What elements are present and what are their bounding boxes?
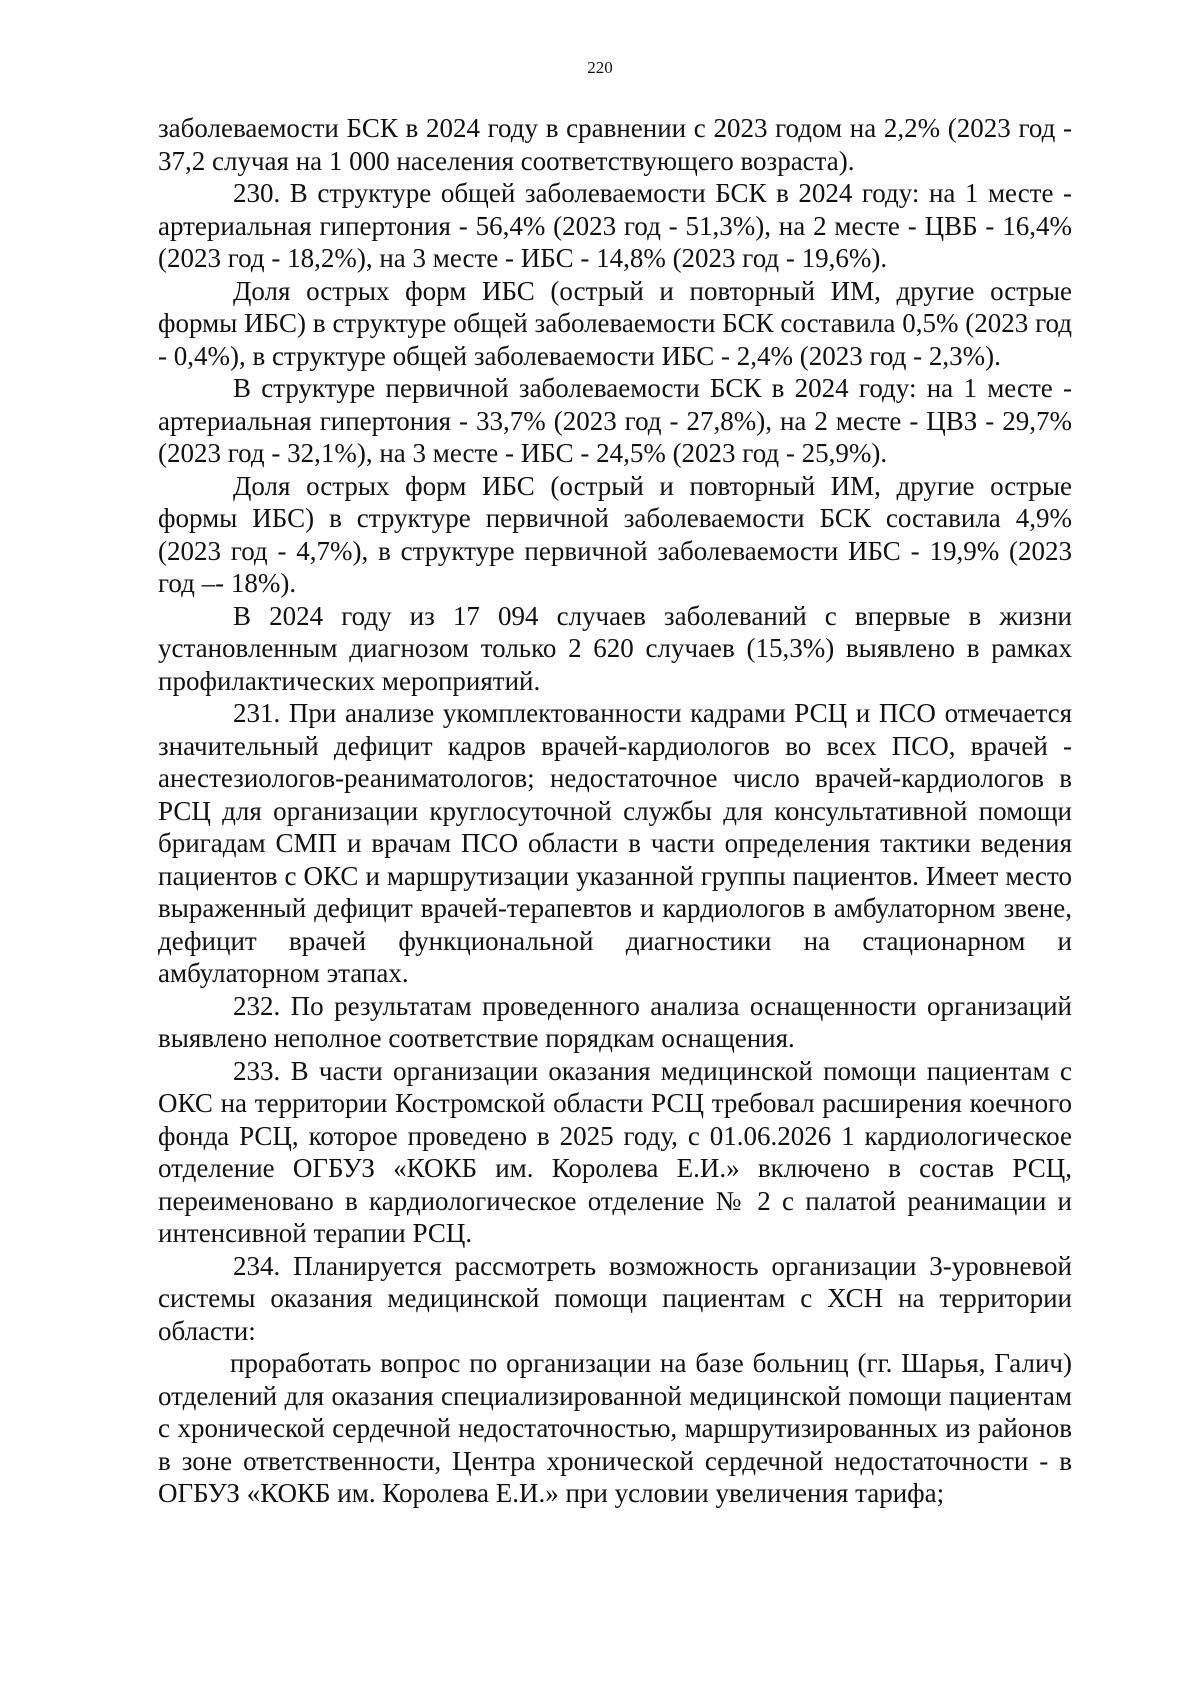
paragraph-234-item: проработать вопрос по организации на базе больниц (гг. Шарья, Галич) отделений для оказания специализированной медицинской помощи пациентам с хронической сердечной недостаточностью, маршрутизированных из районов в зоне ответственности, Центра хронической сердечной недостаточности - в ОГБУЗ «КОКБ им. Королева Е.И.» при условии увеличения тарифа;	[158, 1348, 1072, 1508]
document-body	[158, 112, 1072, 1510]
paragraph-continuation: заболеваемости БСК в 2024 году в сравнении с 2023 годом на 2,2% (2023 год - 37,2 случая на 1 000 населения соответствующего возраста).	[158, 113, 1072, 176]
paragraph-231: 231. При анализе укомплектованности кадрами РСЦ и ПСО отмечается значительный дефицит кадров врачей-кардиологов во всех ПСО, врачей - анестезиологов-реаниматологов; недостаточное число врачей-кардиологов в РСЦ для организации круглосуточной службы для консультативной помощи бригадам СМП и врачам ПСО области в части определения тактики ведения пациентов с ОКС и маршрутизации указанной группы пациентов. Имеет место выраженный дефицит врачей-терапевтов и кардиологов в амбулаторном звене, дефицит врачей функциональной диагностики на стационарном и амбулаторном этапах.	[158, 698, 1072, 988]
paragraph-234: 234. Планируется рассмотреть возможность организации 3-уровневой системы оказания медицинской помощи пациентам с ХСН на территории области:	[158, 1250, 1072, 1346]
paragraph-232: 232. По результатам проведенного анализа оснащенности организаций выявлено неполное соответствие порядкам оснащения.	[158, 990, 1072, 1053]
paragraph-prevention: В 2024 году из 17 094 случаев заболеваний с впервые в жизни установленным диагнозом только 2 620 случаев (15,3%) выявлено в рамках профилактических мероприятий.	[158, 600, 1072, 696]
paragraph-230: 230. В структуре общей заболеваемости БСК в 2024 году: на 1 месте - артериальная гипертония - 56,4% (2023 год - 51,3%), на 2 месте - ЦВБ - 16,4% (2023 год - 18,2%), на 3 месте - ИБС - 14,8% (2023 год - 19,6%).	[158, 178, 1072, 273]
paragraph-acute-ihd-general: Доля острых форм ИБС (острый и повторный ИМ, другие острые формы ИБС) в структуре общей заболеваемости БСК составила 0,5% (2023 год - 0,4%), в структуре общей заболеваемости ИБС - 2,4% (2023 год - 2,3%).	[158, 275, 1072, 371]
paragraph-233: 233. В части организации оказания медицинской помощи пациентам с ОКС на территории Костромской области РСЦ требовал расширения коечного фонда РСЦ, которое проведено в 2025 году, с 01.06.2026 1 кардиологическое отделение ОГБУЗ «КОКБ им. Королева Е.И.» включено в состав РСЦ, переименовано в кардиологическое отделение № 2 с палатой реанимации и интенсивной терапии РСЦ.	[158, 1055, 1072, 1248]
paragraph-acute-ihd-primary: Доля острых форм ИБС (острый и повторный ИМ, другие острые формы ИБС) в структуре первичной заболеваемости БСК составила 4,9% (2023 год - 4,7%), в структуре первичной заболеваемости ИБС - 19,9% (2023 год –- 18%).	[158, 470, 1072, 598]
paragraph-primary-structure: В структуре первичной заболеваемости БСК в 2024 году: на 1 месте - артериальная гипертония - 33,7% (2023 год - 27,8%), на 2 месте - ЦВЗ - 29,7% (2023 год - 32,1%), на 3 месте - ИБС - 24,5% (2023 год - 25,9%).	[158, 373, 1072, 468]
page-number: 220	[587, 58, 613, 77]
